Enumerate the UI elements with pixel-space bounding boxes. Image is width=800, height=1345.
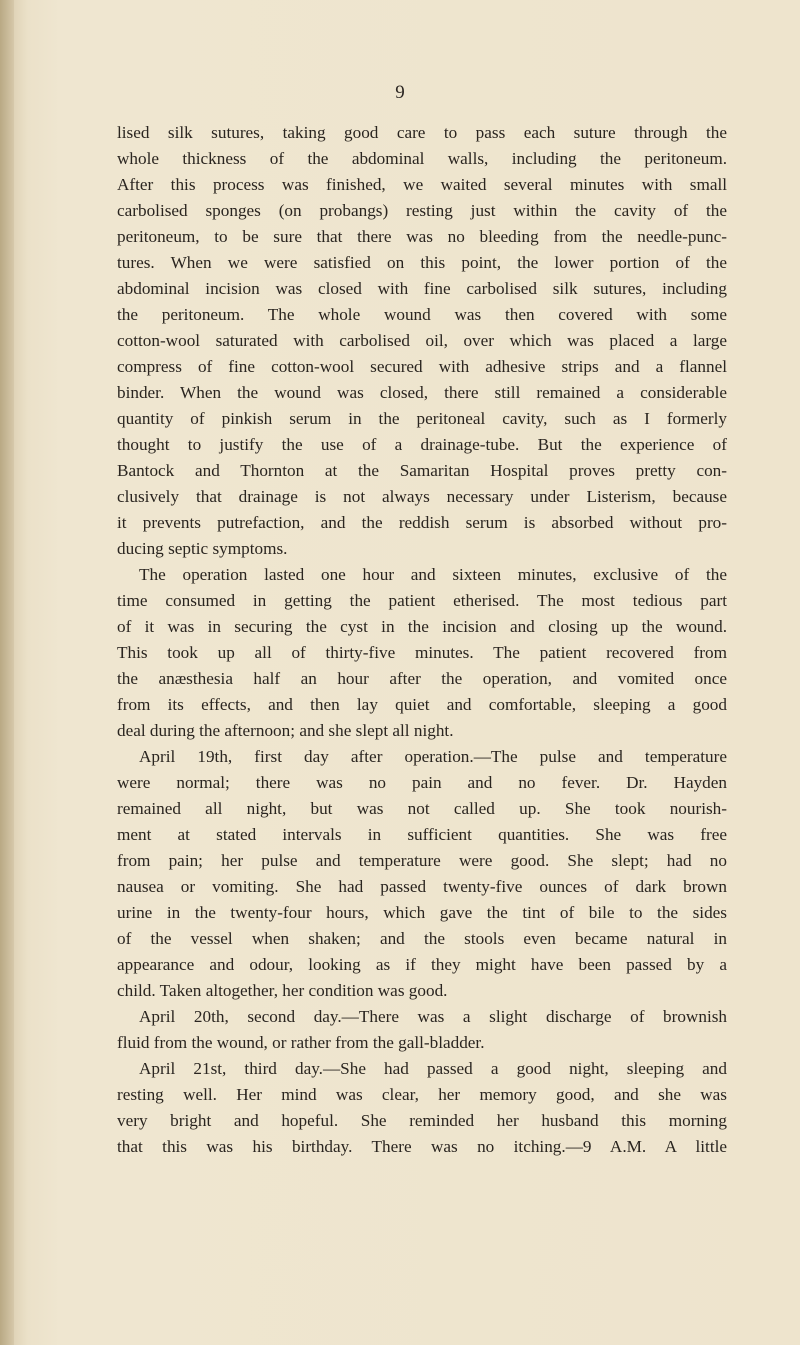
text-line: from pain; her pulse and temperature were good. She slept; had no	[117, 851, 727, 870]
text-line: binder. When the wound was closed, there still remained a considerable	[117, 383, 727, 402]
text-line: peritoneum, to be sure that there was no bleeding from the needle-punc-	[117, 227, 727, 246]
text-line: This took up all of thirty-five minutes. The patient recovered from	[117, 643, 727, 662]
text-line: deal during the afternoon; and she slept all night.	[117, 721, 454, 740]
text-line: carbolised sponges (on probangs) resting just within the cavity of the	[117, 201, 727, 220]
text-line: The operation lasted one hour and sixteen minutes, exclusive of the	[139, 565, 727, 584]
text-line: appearance and odour, looking as if they might have been passed by a	[117, 955, 727, 974]
text-line: lised silk sutures, taking good care to pass each suture through the	[117, 123, 727, 142]
text-line: April 19th, first day after operation.—The pulse and temperature	[139, 747, 727, 766]
text-line: ducing septic symptoms.	[117, 539, 288, 558]
text-line: child. Taken altogether, her condition was good.	[117, 981, 448, 1000]
text-line: of the vessel when shaken; and the stools even became natural in	[117, 929, 727, 948]
page-number: 9	[395, 82, 405, 103]
text-line: ment at stated intervals in sufficient quantities. She was free	[117, 825, 727, 844]
text-line: fluid from the wound, or rather from the gall-bladder.	[117, 1033, 485, 1052]
text-line: cotton-wool saturated with carbolised oil, over which was placed a large	[117, 331, 727, 350]
text-line: abdominal incision was closed with fine carbolised silk sutures, including	[117, 279, 727, 298]
text-line: April 21st, third day.—She had passed a good night, sleeping and	[139, 1059, 727, 1078]
text-line: the peritoneum. The whole wound was then covered with some	[117, 305, 727, 324]
text-line: Bantock and Thornton at the Samaritan Hospital proves pretty con-	[117, 461, 727, 480]
page-spine-shadow	[0, 0, 14, 1345]
text-line: After this process was finished, we waited several minutes with small	[117, 175, 727, 194]
text-line: resting well. Her mind was clear, her memory good, and she was	[117, 1085, 727, 1104]
text-line: it prevents putrefaction, and the reddish serum is absorbed without pro-	[117, 513, 727, 532]
text-line: the anæsthesia half an hour after the operation, and vomited once	[117, 669, 727, 688]
text-line: April 20th, second day.—There was a slight discharge of brownish	[139, 1007, 727, 1026]
text-line: that this was his birthday. There was no itching.—9 A.M. A little	[117, 1137, 727, 1156]
text-line: time consumed in getting the patient etherised. The most tedious part	[117, 591, 727, 610]
text-line: of it was in securing the cyst in the incision and closing up the wound.	[117, 617, 727, 636]
text-line: nausea or vomiting. She had passed twenty-five ounces of dark brown	[117, 877, 727, 896]
text-line: whole thickness of the abdominal walls, including the peritoneum.	[117, 149, 727, 168]
text-line: from its effects, and then lay quiet and comfortable, sleeping a good	[117, 695, 727, 714]
text-line: tures. When we were satisfied on this point, the lower portion of the	[117, 253, 727, 272]
text-line: were normal; there was no pain and no fever. Dr. Hayden	[117, 773, 727, 792]
text-line: quantity of pinkish serum in the peritoneal cavity, such as I formerly	[117, 409, 727, 428]
text-line: thought to justify the use of a drainage-tube. But the experience of	[117, 435, 727, 454]
text-line: urine in the twenty-four hours, which gave the tint of bile to the sides	[117, 903, 727, 922]
text-line: clusively that drainage is not always necessary under Listerism, because	[117, 487, 727, 506]
text-line: remained all night, but was not called up. She took nourish-	[117, 799, 727, 818]
text-line: compress of fine cotton-wool secured with adhesive strips and a flannel	[117, 357, 727, 376]
body-text	[117, 120, 727, 1160]
text-line: very bright and hopeful. She reminded her husband this morning	[117, 1111, 727, 1130]
